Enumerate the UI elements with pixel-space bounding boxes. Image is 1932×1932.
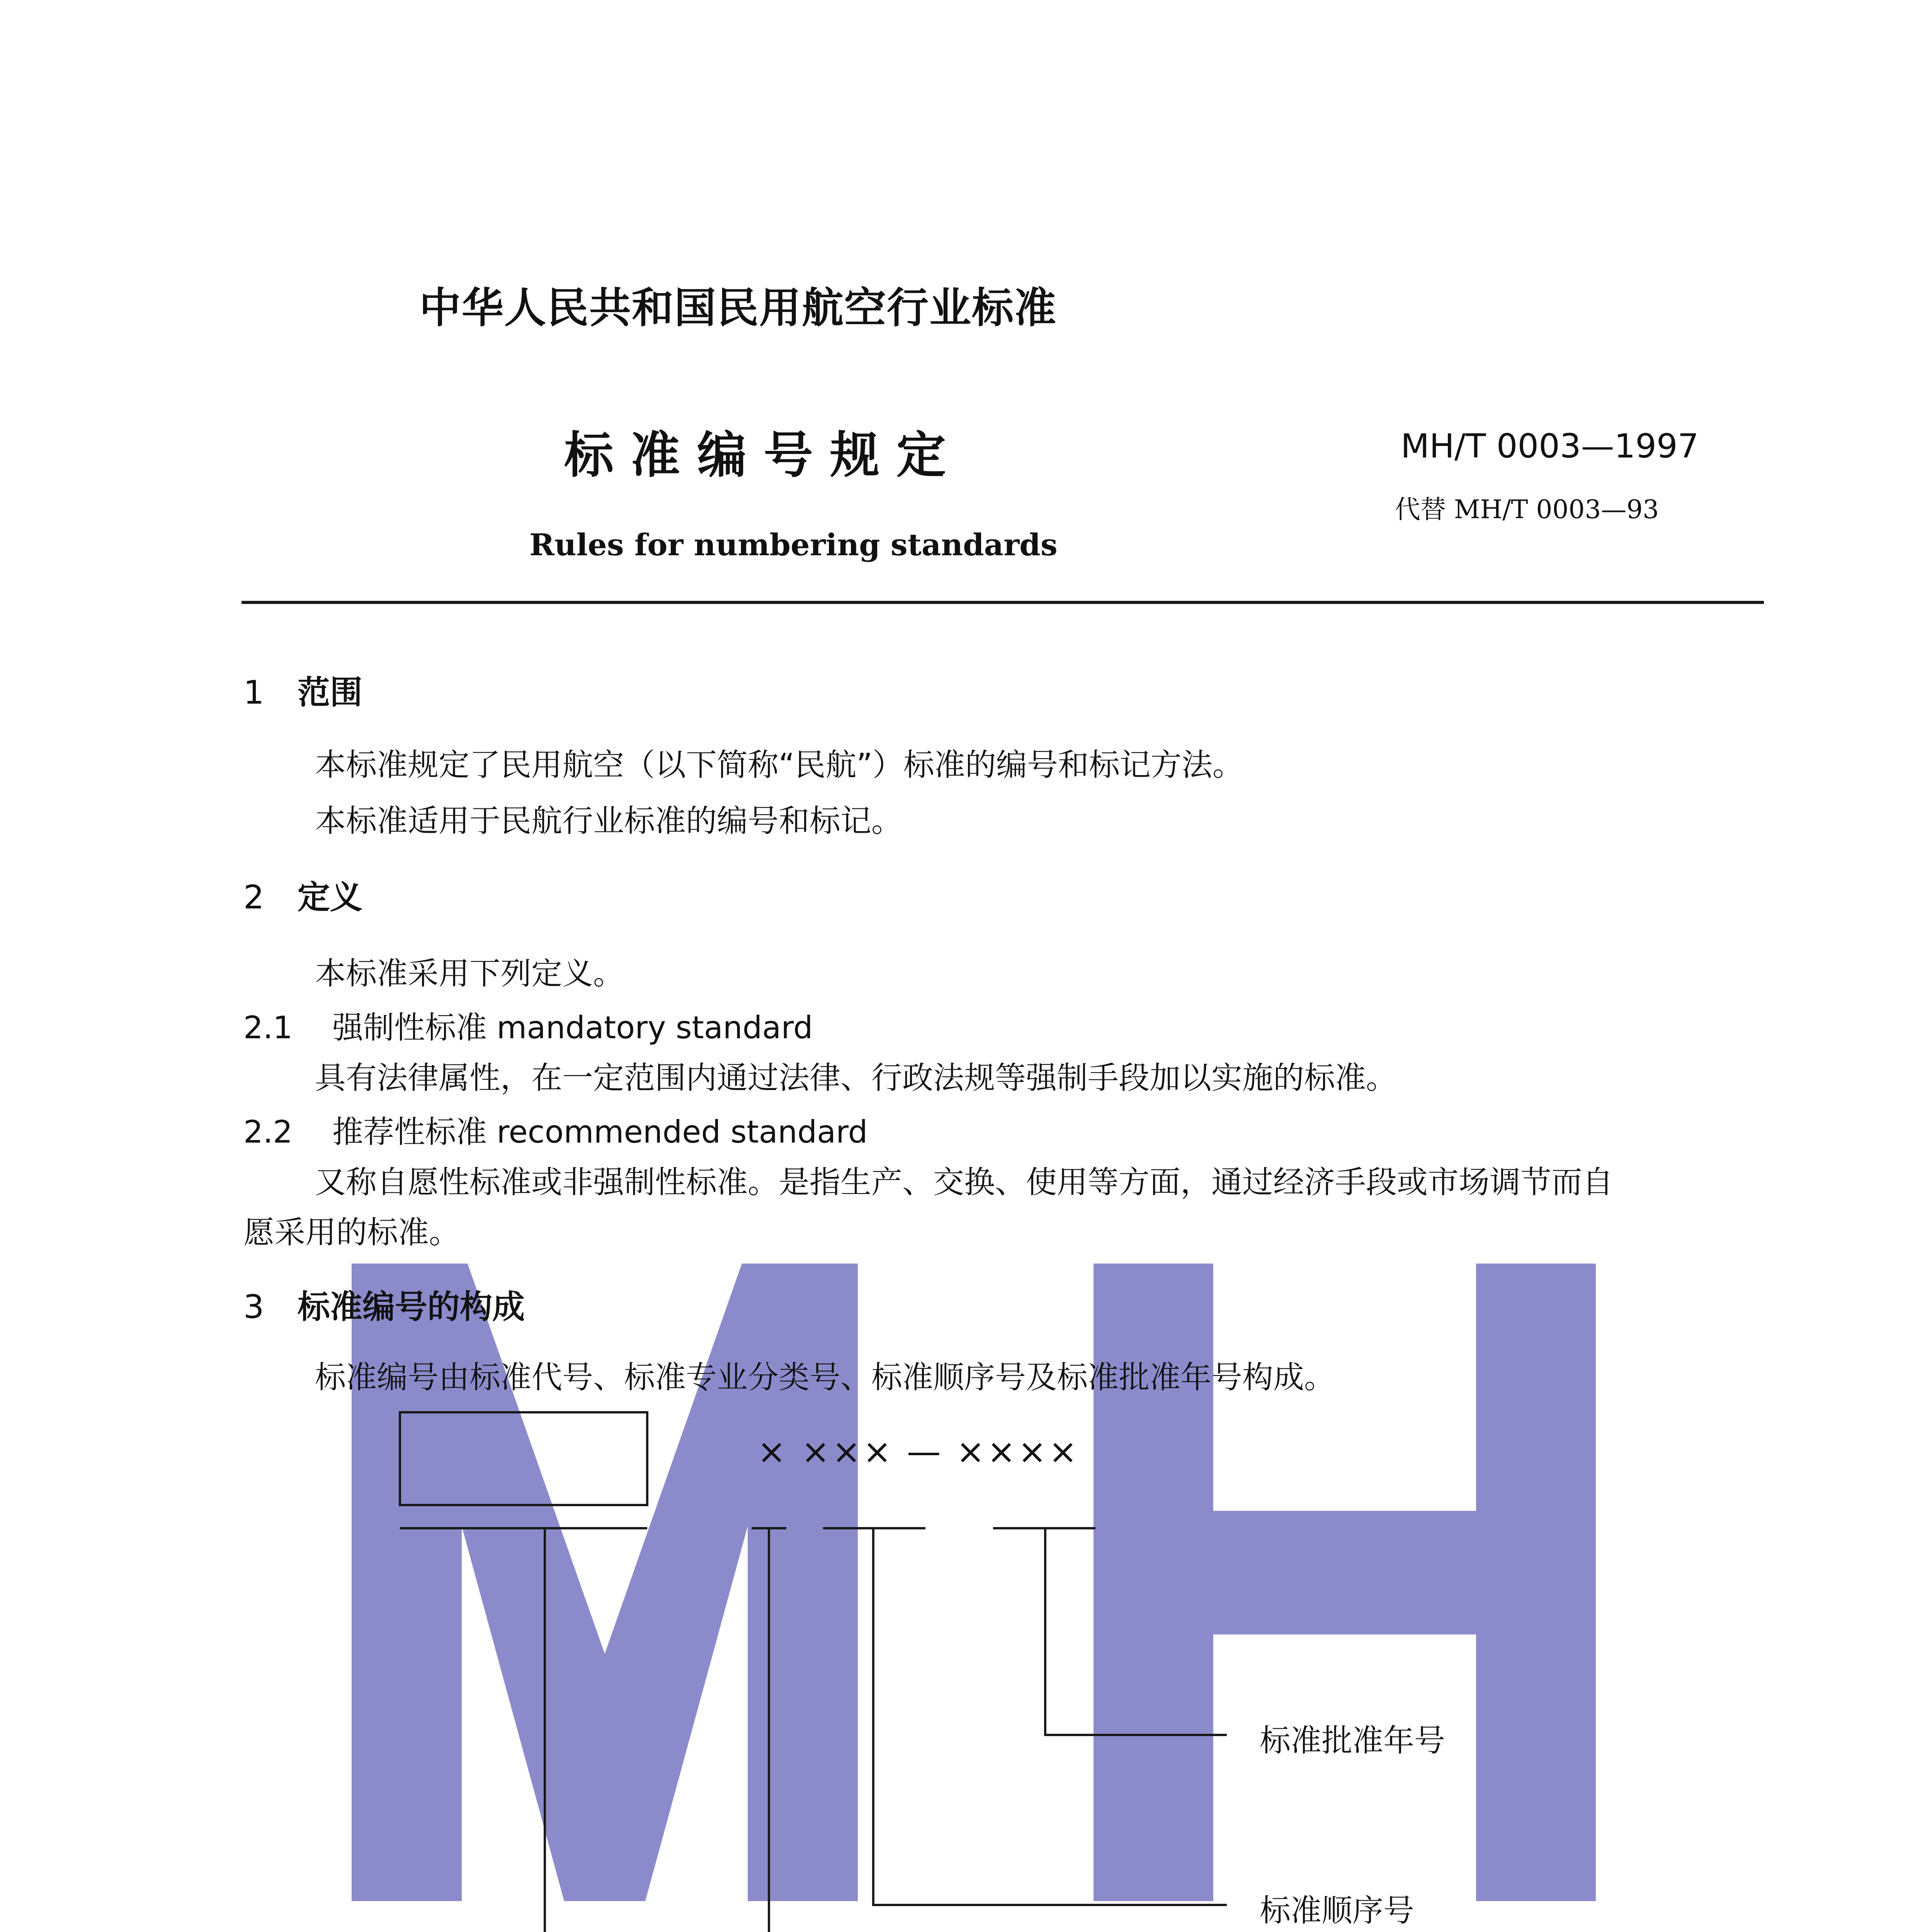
number-format: × ××× — ×××× bbox=[757, 1432, 1080, 1471]
year-connector bbox=[1045, 1528, 1227, 1735]
section-number: 3 bbox=[243, 1288, 264, 1326]
paragraph: 本标准规定了民用航空（以下简称“民航”）标准的编号和标记方法。 bbox=[315, 747, 1243, 783]
section-title: 标准编号的构成 bbox=[298, 1288, 525, 1326]
replaces-note: 代替 MH/T 0003—93 bbox=[1395, 495, 1659, 524]
subsection-number: 2.2 bbox=[243, 1114, 293, 1150]
sequence-connector bbox=[873, 1528, 1227, 1905]
document-title: 标准编号规定 bbox=[564, 427, 963, 484]
section-number: 1 bbox=[243, 673, 264, 711]
paragraph: 标准编号由标准代号、标准专业分类号、标准顺序号及标准批准年号构成。 bbox=[315, 1359, 1335, 1395]
section-number: 2 bbox=[243, 878, 264, 916]
code-box bbox=[400, 1412, 647, 1505]
subsection-number: 2.1 bbox=[243, 1010, 293, 1046]
classification-connector bbox=[769, 1528, 1227, 1932]
code-connector bbox=[545, 1528, 1227, 1932]
subsection-title: 强制性标准 mandatory standard bbox=[332, 1010, 813, 1046]
section-title: 范围 bbox=[298, 673, 363, 711]
paragraph: 愿采用的标准。 bbox=[243, 1214, 460, 1250]
org-title: 中华人民共和国民用航空行业标准 bbox=[419, 284, 1057, 332]
paragraph: 具有法律属性，在一定范围内通过法律、行政法规等强制手段加以实施的标准。 bbox=[315, 1060, 1397, 1096]
english-title: Rules for numbering standards bbox=[529, 527, 1058, 563]
section-title: 定义 bbox=[298, 878, 363, 916]
paragraph: 本标准采用下列定义。 bbox=[315, 956, 624, 992]
standard-number: MH/T 0003—1997 bbox=[1401, 427, 1699, 466]
paragraph: 本标准适用于民航行业标准的编号和标记。 bbox=[315, 803, 902, 839]
subsection-title: 推荐性标准 recommended standard bbox=[332, 1114, 868, 1150]
label-sequence: 标准顺序号 bbox=[1260, 1893, 1414, 1929]
label-year: 标准批准年号 bbox=[1260, 1723, 1445, 1759]
paragraph: 又称自愿性标准或非强制性标准。是指生产、交换、使用等方面，通过经济手段或市场调节而自 bbox=[315, 1164, 1613, 1200]
